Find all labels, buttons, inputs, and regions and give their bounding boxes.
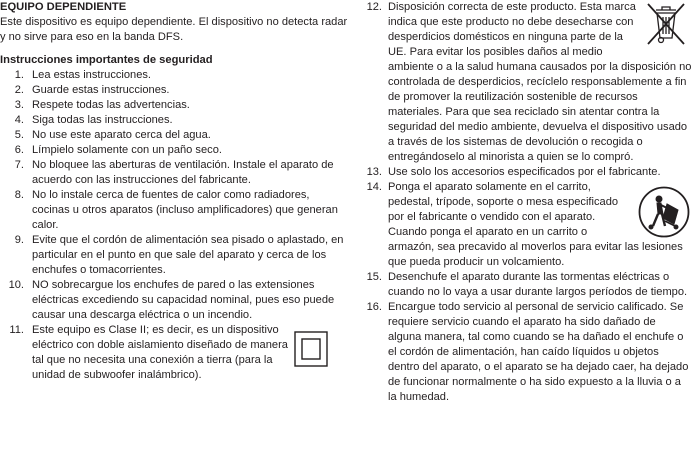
list-item	[0, 323, 350, 383]
cart-tip-over-warning-icon	[638, 186, 690, 240]
item-number: 1.	[14, 69, 24, 81]
item-number: 13.	[366, 166, 382, 178]
item-text: Límpielo solamente con un paño seco.	[32, 144, 222, 156]
list-item	[0, 278, 350, 323]
safety-list-left	[0, 68, 350, 383]
list-item	[0, 83, 350, 98]
item-text: Evite que el cordón de alimentación sea pisado o aplastado, en particular en el punto en que sale del aparato y cerca de los enchufes o tomacorrientes.	[32, 234, 344, 276]
item-number: 11.	[9, 324, 24, 336]
list-item	[0, 233, 350, 278]
list-item	[0, 158, 350, 188]
item-text: Encargue todo servicio al personal de servicio calificado. Se requiere servicio cuando el aparato ha sido dañado de alguna manera, tal como cuando se ha dañado el enchufe o el cordón de alimentación, han caído líquidos u objetos dentro del aparato, o el aparato se ha dejado caer, ha dejado de funcionar normalmente o ha sido expuesto a la lluvia o a la humedad.	[388, 301, 689, 403]
item-text: NO sobrecargue los enchufes de pared o las extensiones eléctricas excediendo su capacidad nominal, pues eso puede causar una descarga eléctrica o un incendio.	[32, 279, 335, 321]
list-item	[0, 128, 350, 143]
list-item	[362, 0, 692, 165]
list-item	[0, 113, 350, 128]
item-number: 10.	[8, 279, 24, 291]
item-text: Siga todas las instrucciones.	[32, 114, 173, 126]
item-number: 16.	[366, 301, 382, 313]
list-item	[0, 143, 350, 158]
item-number: 12.	[366, 1, 382, 13]
item-number: 9.	[14, 234, 24, 246]
item-text: Este equipo es Clase II; es decir, es un dispositivo eléctrico con doble aislamiento diseñado de manera tal que no necesita una conexión a tierra (para la unidad de subwoofer inalámbrico).	[32, 324, 288, 381]
item-number: 5.	[14, 129, 24, 141]
item-number: 4.	[14, 114, 24, 126]
item-text: Disposición correcta de este producto. Esta marca indica que este producto no debe desecharse con desperdicios domésticos en ninguna parte de la UE. Para evitar los posibles daños al medio ambiente o a la salud humana causados por la disposición no controlada de desperdicios, recíclelo responsablemente a fin de promover la reutilización sostenible de recursos materiales. Para que sea reciclado sin atentar contra la seguridad del medio ambiente, devuelva el dispositivo usado a través de los sistemas de devolución o recogida o entregándoselo al minorista a quien se lo compró.	[388, 1, 692, 163]
double-square-class-ii-icon	[294, 331, 328, 367]
heading-safety-instructions: Instrucciones importantes de seguridad	[0, 54, 213, 66]
item-text: Ponga el aparato solamente en el carrito, pedestal, trípode, soporte o mesa especificado por el fabricante o vendido con el aparato. Cuando ponga el aparato en un carrito o armazón, sea precavido al moverlos para evitar las lesiones que pueda producir un volcamiento.	[388, 181, 683, 268]
item-number: 7.	[14, 159, 24, 171]
item-text: No lo instale cerca de fuentes de calor como radiadores, cocinas u otros aparatos (incluso amplificadores) que generan calor.	[32, 189, 338, 231]
item-number: 15.	[366, 271, 382, 283]
intro-paragraph: Este dispositivo es equipo dependiente. El dispositivo no detecta radar y no sirve para eso en la banda DFS.	[0, 16, 348, 43]
item-number: 2.	[14, 84, 24, 96]
safety-list-right	[362, 0, 692, 405]
list-item	[0, 68, 350, 83]
item-text: Respete todas las advertencias.	[32, 99, 190, 111]
item-text: Lea estas instrucciones.	[32, 69, 152, 81]
list-item	[0, 188, 350, 233]
crossed-out-wheelie-bin-icon	[640, 0, 692, 46]
heading-dependent-equipment: EQUIPO DEPENDIENTE	[0, 1, 127, 13]
item-text: No bloquee las aberturas de ventilación. Instale el aparato de acuerdo con las instrucciones del fabricante.	[32, 159, 334, 186]
item-text: Use solo los accesorios especificados por el fabricante.	[388, 166, 661, 178]
item-text: Guarde estas instrucciones.	[32, 84, 170, 96]
list-item	[362, 180, 692, 270]
item-text: Desenchufe el aparato durante las tormentas eléctricas o cuando no lo vaya a usar durante largos períodos de tiempo.	[388, 271, 688, 298]
item-number: 8.	[14, 189, 24, 201]
right-column	[362, 0, 692, 405]
list-item	[362, 165, 692, 180]
item-number: 3.	[14, 99, 24, 111]
left-column	[0, 0, 350, 383]
item-number: 6.	[14, 144, 24, 156]
list-item	[362, 300, 692, 405]
item-text: No use este aparato cerca del agua.	[32, 129, 211, 141]
item-number: 14.	[366, 181, 382, 193]
list-item	[362, 270, 692, 300]
list-item	[0, 98, 350, 113]
